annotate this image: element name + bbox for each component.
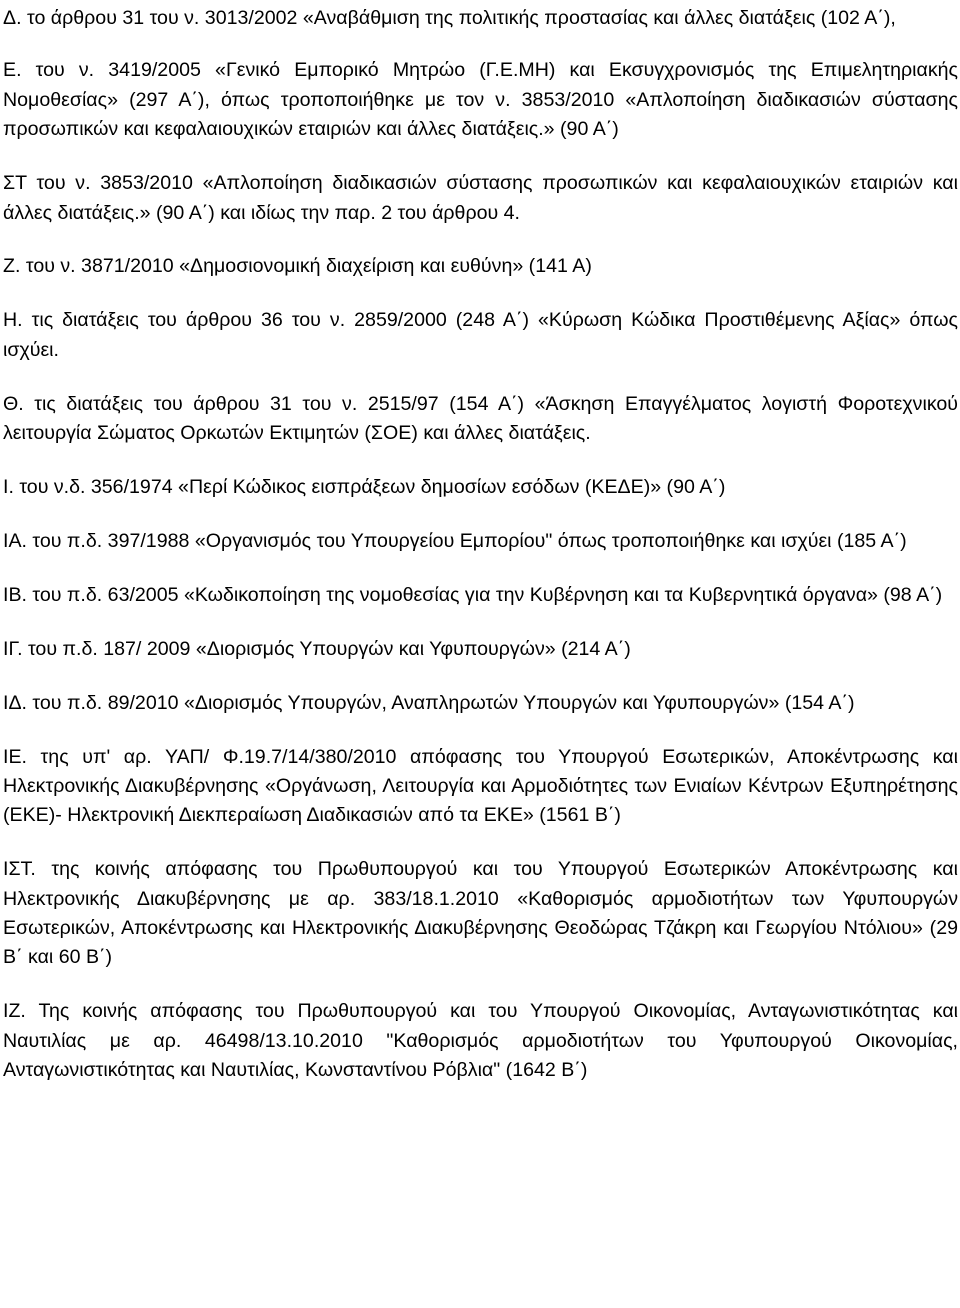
- paragraph-ig: ΙΓ. του π.δ. 187/ 2009 «Διορισμός Υπουργών και Υφυπουργών» (214 Α΄): [3, 637, 631, 660]
- paragraph-ie: ΙΕ. της υπ' αρ. ΥΑΠ/ Φ.19.7/14/380/2010 απόφασης του Υπουργού Εσωτερικών, Αποκέντρωσης και Ηλεκτρονικής Διακυβέρνησης «Οργάνωση, Λειτουργία και Αρμοδιότητες των Ενιαίων Κέντρων Εξυπηρέτησης (ΕΚΕ)- Ηλεκτρονική Διεκπεραίωση Διαδικασιών από τα ΕΚΕ» (1561 Β΄): [3, 745, 958, 827]
- paragraph-i: Ι. του ν.δ. 356/1974 «Περί Κώδικος εισπράξεων δημοσίων εσόδων (ΚΕΔΕ)» (90 Α΄): [3, 475, 726, 498]
- paragraph-th: Θ. τις διατάξεις του άρθρου 31 του ν. 2515/97 (154 Α΄) «Άσκηση Επαγγέλματος λογιστή Φοροτεχνικού λειτουργία Σώματος Ορκωτών Εκτιμητών (ΣΟΕ) και άλλες διατάξεις.: [3, 392, 958, 445]
- paragraph-id: ΙΔ. του π.δ. 89/2010 «Διορισμός Υπουργών, Αναπληρωτών Υπουργών και Υφυπουργών» (154 Α΄): [3, 691, 855, 714]
- paragraph-ib: ΙΒ. του π.δ. 63/2005 «Κωδικοποίηση της νομοθεσίας για την Κυβέρνηση και τα Κυβερνητικά όργανα» (98 Α΄): [3, 583, 943, 606]
- paragraph-h: Η. τις διατάξεις του άρθρου 36 του ν. 2859/2000 (248 Α΄) «Κύρωση Κώδικα Προστιθέμενης Αξίας» όπως ισχύει.: [3, 309, 958, 361]
- paragraph-iz: ΙΖ. Της κοινής απόφασης του Πρωθυπουργού και του Υπουργού Οικονομίας, Ανταγωνιστικότητας και Ναυτιλίας με αρ. 46498/13.10.2010 "Καθορισμός αρμοδιοτήτων του Υφυπουργού Οικονομίας, Ανταγωνιστικότητας και Ναυτιλίας, Κωνσταντίνου Ρόβλια" (1642 Β΄): [3, 1000, 958, 1082]
- paragraph-e: Ε. του ν. 3419/2005 «Γενικό Εμπορικό Μητρώο (Γ.Ε.ΜΗ) και Εκσυγχρονισμός της Επιμελητηριακής Νομοθεσίας» (297 Α΄), όπως τροποποιήθηκε με τον ν. 3853/2010 «Απλοποίηση διαδικασιών σύστασης προσωπικών και κεφαλαιουχικών εταιριών και άλλες διατάξεις.» (90 Α΄): [3, 59, 958, 141]
- paragraph-d: Δ. το άρθρου 31 του ν. 3013/2002 «Αναβάθμιση της πολιτικής προστασίας και άλλες διατάξεις (102 Α΄),: [3, 7, 896, 29]
- paragraph-ia: ΙΑ. του π.δ. 397/1988 «Οργανισμός του Υπουργείου Εμπορίου" όπως τροποποιήθηκε και ισχύει (185 Α΄): [3, 529, 907, 552]
- paragraph-st: ΣΤ του ν. 3853/2010 «Απλοποίηση διαδικασιών σύστασης προσωπικών και κεφαλαιουχικών εταιριών και άλλες διατάξεις.» (90 Α΄) και ιδίως την παρ. 2 του άρθρου 4.: [3, 172, 958, 224]
- paragraph-z: Ζ. του ν. 3871/2010 «Δημοσιονομική διαχείριση και ευθύνη» (141 Α): [3, 255, 592, 278]
- paragraph-ist: ΙΣΤ. της κοινής απόφασης του Πρωθυπουργού και του Υπουργού Εσωτερικών Αποκέντρωσης και Ηλεκτρονικής Διακυβέρνησης με αρ. 383/18.1.2010 «Καθορισμός αρμοδιοτήτων των Υφυπουργών Εσωτερικών, Αποκέντρωσης και Ηλεκτρονικής Διακυβέρνησης Θεοδώρας Τζάκρη και Γεωργίου Ντόλιου» (29 Β΄ και 60 Β΄): [3, 858, 958, 969]
